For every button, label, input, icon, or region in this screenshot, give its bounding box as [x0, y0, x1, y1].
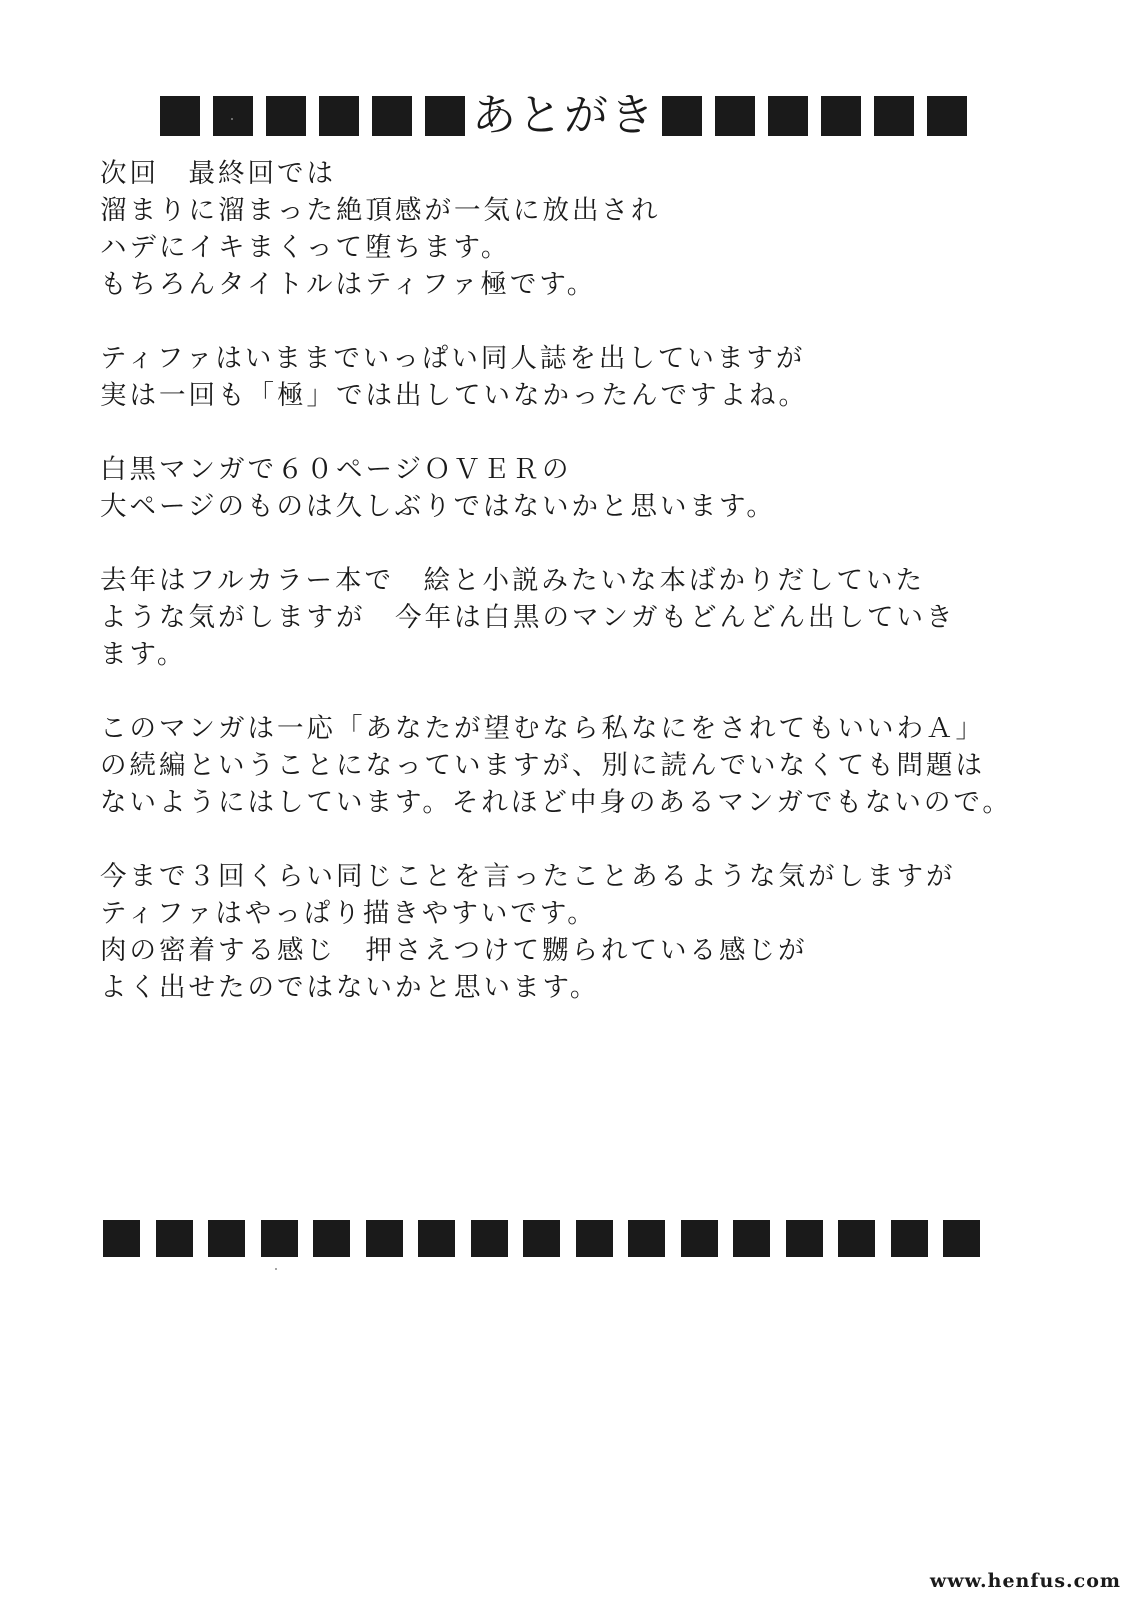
decorative-square-icon — [943, 1220, 980, 1257]
text-line: ような気がしますが 今年は白黒のマンガもどんどん出していき — [100, 602, 956, 633]
paragraph — [100, 562, 1100, 673]
decorative-square-icon — [208, 1220, 245, 1257]
paper-speck — [275, 1268, 277, 1270]
decorative-square-icon — [821, 96, 861, 136]
decorative-square-icon — [418, 1220, 455, 1257]
text-line: の続編ということになっていますが、別に読んでいなくても問題は — [100, 750, 985, 781]
paragraph — [100, 451, 1100, 525]
text-line: 大ページのものは久しぶりではないかと思います。 — [100, 491, 776, 522]
decorative-square-icon — [576, 1220, 613, 1257]
text-line: 去年はフルカラー本で 絵と小説みたいな本ばかりだしていた — [100, 565, 925, 596]
decorative-square-icon — [715, 96, 755, 136]
decorative-square-icon — [425, 96, 465, 136]
afterword-body — [100, 155, 1100, 1043]
footer-banner — [103, 1217, 996, 1259]
text-line: 次回 最終回では — [100, 158, 336, 189]
text-line: 溜まりに溜まった絶頂感が一気に放出され — [100, 195, 661, 226]
decorative-square-icon — [266, 96, 306, 136]
paragraph — [100, 858, 1100, 1006]
decorative-square-icon — [662, 96, 702, 136]
decorative-square-icon — [160, 96, 200, 136]
text-line: ティファはやっぱり描きやすいです。 — [100, 898, 597, 929]
decorative-square-icon — [103, 1220, 140, 1257]
text-line: ティファはいままでいっぱい同人誌を出していますが — [100, 343, 806, 374]
decorative-square-icon — [523, 1220, 560, 1257]
decorative-square-icon — [213, 96, 253, 136]
paper-speck — [231, 118, 233, 120]
text-line: ます。 — [100, 639, 187, 670]
text-line: ハデにイキまくって堕ちます。 — [100, 232, 511, 263]
text-line: 実は一回も「極」では出していなかったんですよね。 — [100, 380, 808, 411]
text-line: ないようにはしています。それほど中身のあるマンガでもないので。 — [100, 787, 1012, 818]
watermark-text: www.henfus.com — [929, 1570, 1121, 1592]
text-line: 白黒マンガで６０ページＯＶＥＲの — [100, 454, 572, 485]
paragraph — [100, 155, 1100, 303]
decorative-square-icon — [471, 1220, 508, 1257]
decorative-square-icon — [156, 1220, 193, 1257]
text-line: このマンガは一応「あなたが望むなら私なにをされてもいいわＡ」 — [100, 713, 985, 744]
decorative-square-icon — [838, 1220, 875, 1257]
decorative-square-icon — [786, 1220, 823, 1257]
text-line: 今まで３回くらい同じことを言ったことあるような気がしますが — [100, 861, 956, 892]
decorative-square-icon — [874, 96, 914, 136]
decorative-square-icon — [891, 1220, 928, 1257]
decorative-square-icon — [261, 1220, 298, 1257]
decorative-square-icon — [319, 96, 359, 136]
decorative-square-icon — [733, 1220, 770, 1257]
decorative-square-icon — [927, 96, 967, 136]
text-line: よく出せたのではないかと思います。 — [100, 972, 600, 1003]
text-line: 肉の密着する感じ 押さえつけて嬲られている感じが — [100, 935, 808, 966]
decorative-square-icon — [768, 96, 808, 136]
decorative-square-icon — [628, 1220, 665, 1257]
header-banner — [160, 90, 980, 142]
paragraph — [100, 710, 1100, 821]
paragraph — [100, 340, 1100, 414]
decorative-square-icon — [366, 1220, 403, 1257]
decorative-square-icon — [681, 1220, 718, 1257]
text-line: もちろんタイトルはティファ極です。 — [100, 269, 597, 300]
decorative-square-icon — [313, 1220, 350, 1257]
decorative-square-icon — [372, 96, 412, 136]
page-title: あとがき — [472, 90, 656, 141]
